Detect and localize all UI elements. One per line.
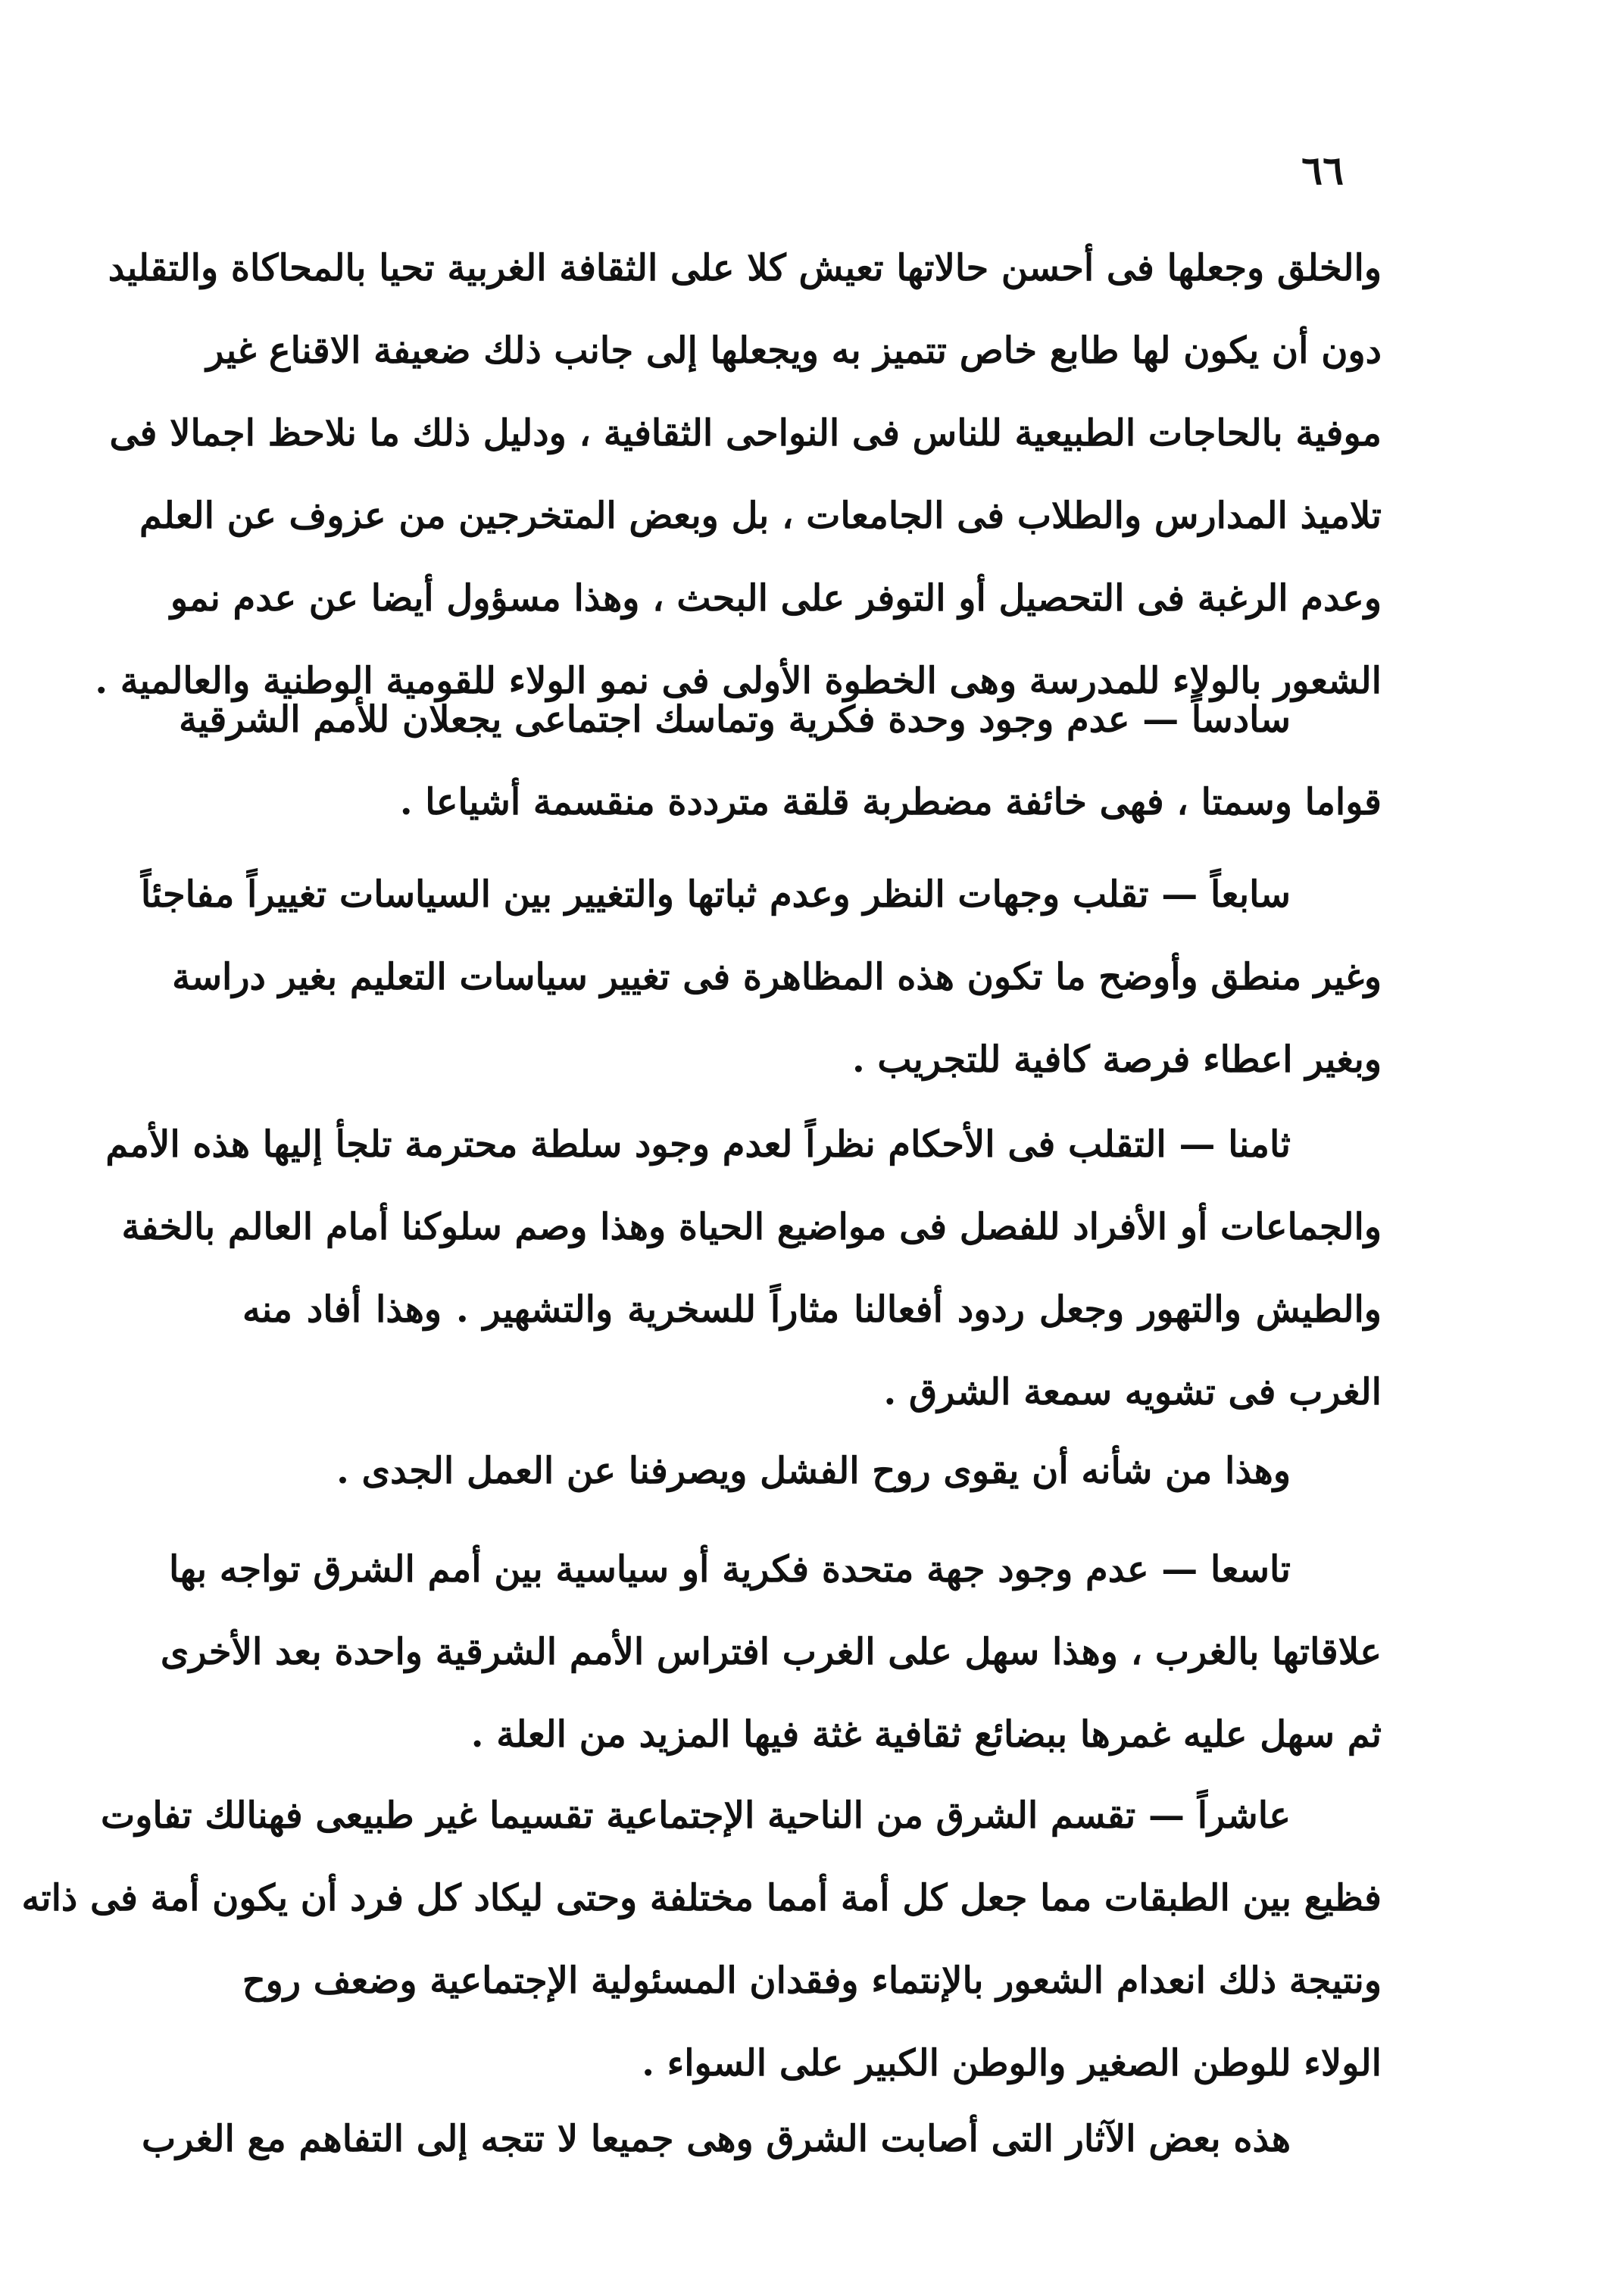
text-line: هذه بعض الآثار التى أصابت الشرق وهى جميعا لا تتجه إلى التفاهم مع الغرب bbox=[141, 2118, 1291, 2160]
text-line: والطيش والتهور وجعل ردود أفعالنا مثاراً للسخرية والتشهير . وهذا أفاد منه bbox=[242, 1288, 1382, 1331]
paragraph-4 bbox=[105, 1104, 1382, 1434]
text-line: سابعاً — تقلب وجهات النظر وعدم ثباتها والتغيير بين السياسات تغييراً مفاجئاً bbox=[140, 873, 1291, 916]
paragraph-8 bbox=[141, 2098, 1382, 2181]
text-line: تاسعا — عدم وجود جهة متحدة فكرية أو سياسية بين أمم الشرق تواجه بها bbox=[168, 1548, 1291, 1591]
paragraph-1 bbox=[95, 227, 1382, 723]
text-line: وهذا من شأنه أن يقوى روح الفشل ويصرفنا عن العمل الجدى . bbox=[336, 1450, 1291, 1492]
text-line: وعدم الرغبة فى التحصيل أو التوفر على البحث ، وهذا مسؤول أيضا عن عدم نمو bbox=[170, 577, 1382, 620]
text-line: ثامنا — التقلب فى الأحكام نظراً لعدم وجود سلطة محترمة تلجأ إليها هذه الأمم bbox=[105, 1123, 1291, 1166]
paragraph-7 bbox=[21, 1775, 1382, 2105]
text-line: وغير منطق وأوضح ما تكون هذه المظاهرة فى تغيير سياسات التعليم بغير دراسة bbox=[172, 956, 1382, 998]
text-line: سادساً — عدم وجود وحدة فكرية وتماسك اجتماعى يجعلان للأمم الشرقية bbox=[179, 698, 1291, 741]
text-line: تلاميذ المدارس والطلاب فى الجامعات ، بل وبعض المتخرجين من عزوف عن العلم bbox=[139, 495, 1382, 537]
text-line: موفية بالحاجات الطبيعية للناس فى النواحى الثقافية ، ودليل ذلك ما نلاحظ اجمالا فى bbox=[109, 412, 1382, 454]
text-line: دون أن يكون لها طابع خاص تتميز به ويجعلها إلى جانب ذلك ضعيفة الاقناع غير bbox=[206, 329, 1382, 372]
paragraph-3 bbox=[140, 854, 1382, 1101]
text-line: الغرب فى تشويه سمعة الشرق . bbox=[883, 1371, 1382, 1413]
text-line: ثم سهل عليه غمرها ببضائع ثقافية غثة فيها المزيد من العلة . bbox=[470, 1713, 1382, 1756]
text-line: الولاء للوطن الصغير والوطن الكبير على السواء . bbox=[642, 2042, 1382, 2084]
paragraph-6 bbox=[160, 1529, 1382, 1776]
text-line: الشعور بالولاء للمدرسة وهى الخطوة الأولى فى نمو الولاء للقومية الوطنية والعالمية . bbox=[95, 660, 1382, 702]
text-line: قواما وسمتا ، فهى خائفة مضطربة قلقة مترددة منقسمة أشياعا . bbox=[399, 781, 1382, 823]
text-line: عاشراً — تقسم الشرق من الناحية الإجتماعية تقسيما غير طبيعى فهنالك تفاوت bbox=[101, 1794, 1291, 1837]
paragraph-5 bbox=[242, 1430, 1382, 1513]
text-line: فظيع بين الطبقات مما جعل كل أمة أمما مختلفة وحتى ليكاد كل فرد أن يكون أمة فى ذاته bbox=[21, 1877, 1382, 1919]
page-number: ٦٦ bbox=[1301, 148, 1344, 194]
text-line: والخلق وجعلها فى أحسن حالاتها تعيش كلا على الثقافة الغربية تحيا بالمحاكاة والتقليد bbox=[108, 247, 1382, 289]
text-line: علاقاتها بالغرب ، وهذا سهل على الغرب افتراس الأمم الشرقية واحدة بعد الأخرى bbox=[160, 1631, 1382, 1673]
text-line: ونتيجة ذلك انعدام الشعور بالإنتماء وفقدان المسئولية الإجتماعية وضعف روح bbox=[242, 1959, 1382, 2002]
text-line: والجماعات أو الأفراد للفصل فى مواضيع الحياة وهذا وصم سلوكنا أمام العالم بالخفة bbox=[121, 1206, 1382, 1248]
text-line: وبغير اعطاء فرصة كافية للتجريب . bbox=[852, 1038, 1382, 1081]
